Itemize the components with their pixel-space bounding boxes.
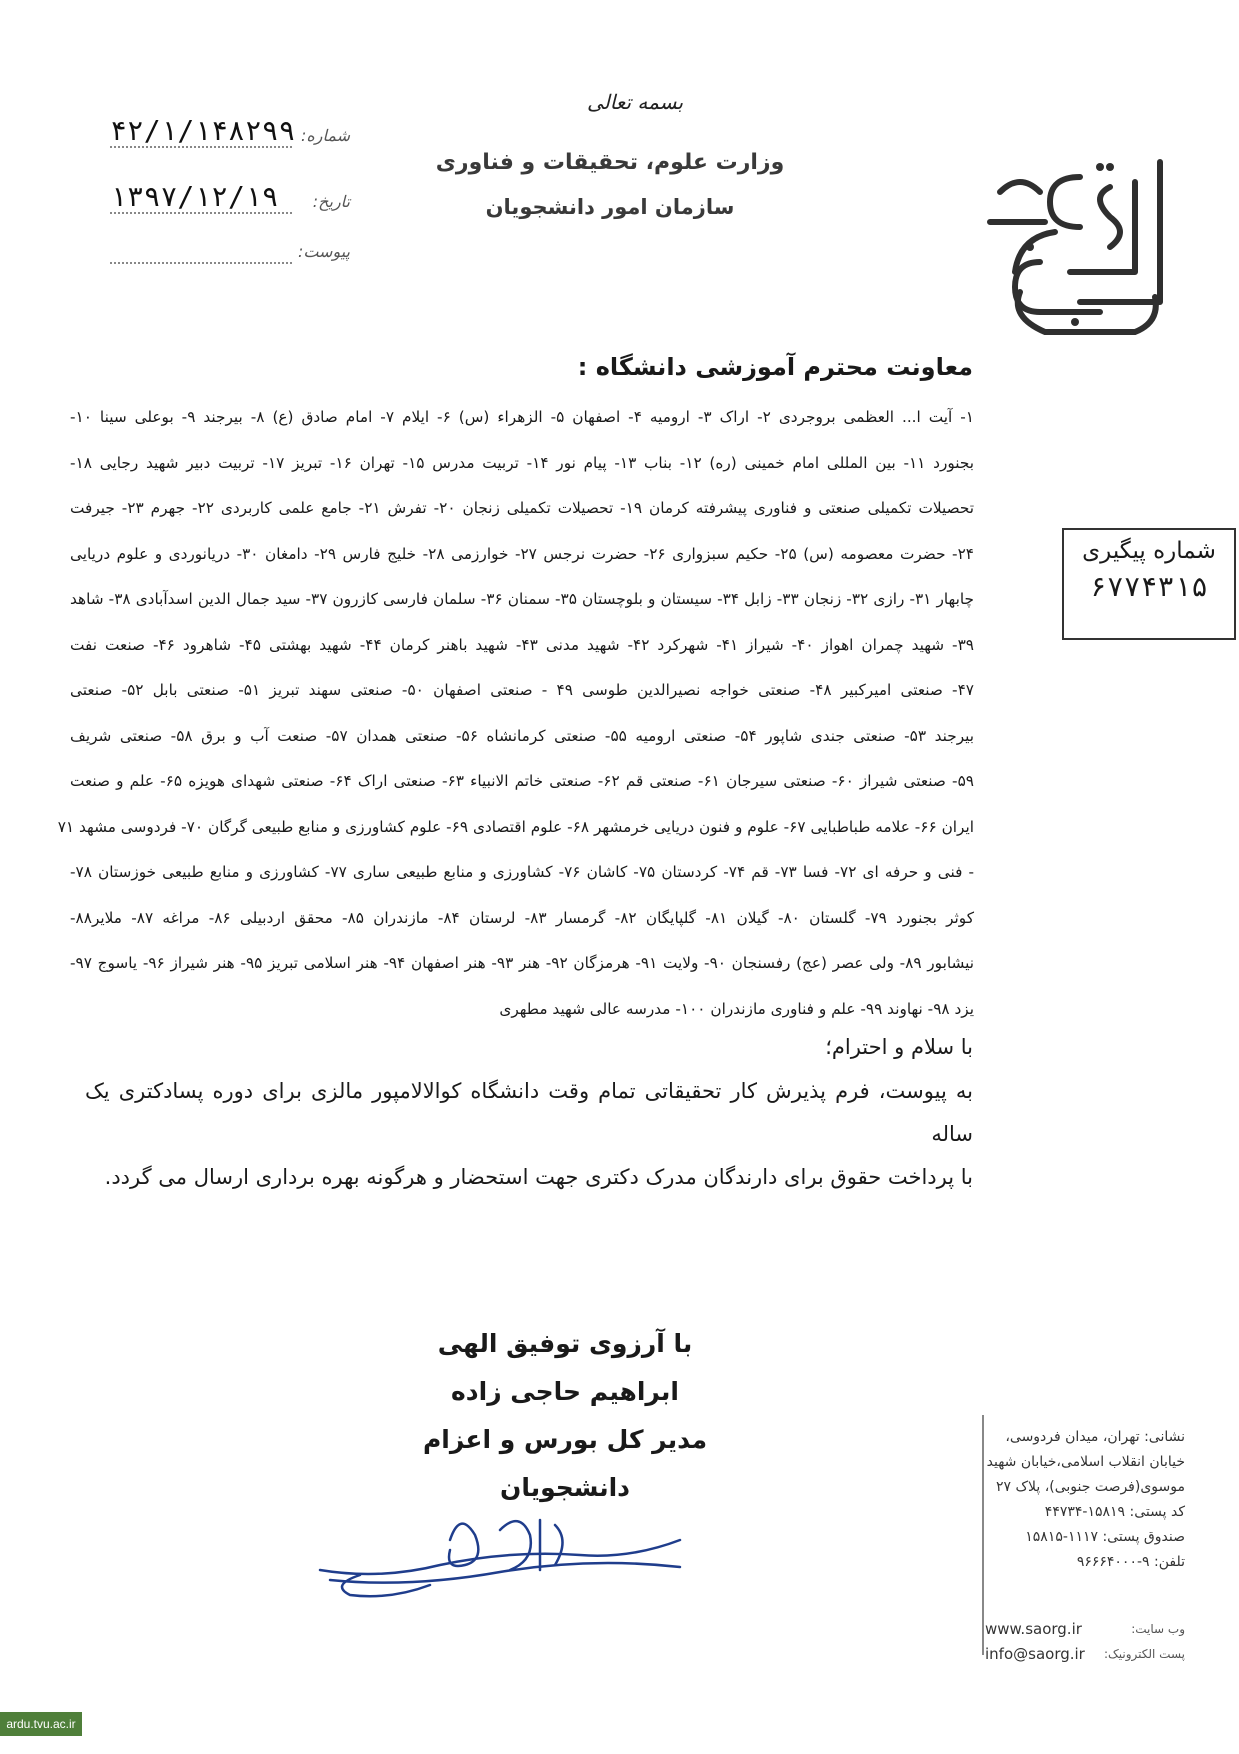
website-label: وب سایت: bbox=[1131, 1622, 1185, 1636]
university-list-line: ۵۹- صنعتی شیراز ۶۰- صنعتی سیرجان ۶۱- صنعتی قم ۶۲- صنعتی خاتم الانبیاء ۶۳- صنعتی اراک ۶۴- صنعتی شهدای هویزه ۶۵- علم و صنعت bbox=[70, 772, 974, 790]
university-list-line: بیرجند ۵۳- صنعتی جندی شاپور ۵۴- صنعتی ارومیه ۵۵- صنعتی کرمانشاه ۵۶- صنعتی همدان ۵۷- صنعت آب و برق ۵۸- صنعتی شریف bbox=[70, 726, 975, 745]
email-label: پست الکترونیک: bbox=[1103, 1647, 1185, 1661]
closing-block bbox=[400, 1320, 730, 1512]
address-line: صندوق پستی: ۱۱۱۷-۱۵۸۱۵ bbox=[1025, 1529, 1185, 1545]
address-line: تلفن: ۹-۹۶۶۶۴۰۰۰ bbox=[1076, 1554, 1185, 1570]
basmala: بسمه تعالی bbox=[586, 90, 684, 114]
number-label: شماره: bbox=[300, 126, 350, 145]
attachment-dots bbox=[110, 262, 292, 264]
letter-body-line: به پیوست، فرم پذیرش کار تحقیقاتی تمام وقت دانشگاه کوالالامپور مالزی برای دوره پسادکتری یک ساله bbox=[85, 1079, 973, 1146]
greeting: با سلام و احترام؛ bbox=[825, 1035, 973, 1059]
footer-divider bbox=[982, 1415, 984, 1655]
date-label: تاریخ: bbox=[312, 192, 350, 211]
address-line: کد پستی: ۱۵۸۱۹-۴۴۷۳۴ bbox=[1044, 1504, 1185, 1520]
letter-number-row bbox=[110, 114, 350, 154]
handwritten-signature bbox=[300, 1500, 720, 1610]
organization-name: سازمان امور دانشجویان bbox=[485, 195, 735, 219]
university-list-line: ۴۷- صنعتی امیرکبیر ۴۸- صنعتی خواجه نصیرالدین طوسی ۴۹ - صنعتی اصفهان ۵۰- صنعتی سهند تبریز ۵۱- صنعتی بابل ۵۲- صنعتی bbox=[70, 681, 974, 699]
letter-body bbox=[85, 1070, 973, 1199]
tracking-number-box bbox=[1062, 528, 1236, 640]
address-line: خیابان انقلاب اسلامی،خیابان شهید bbox=[986, 1454, 1185, 1470]
tracking-number: ۶۷۷۴۳۱۵ bbox=[1089, 570, 1208, 603]
salutation: معاونت محترم آموزشی دانشگاه : bbox=[577, 353, 973, 381]
university-list-line: کوثر بجنورد ۷۹- گلستان ۸۰- گیلان ۸۱- گلپایگان ۸۲- گرمسار ۸۳- لرستان ۸۴- مازندران ۸۵- محقق اردبیلی ۸۶- مراغه ۸۷- ملایر۸۸- bbox=[70, 908, 974, 927]
address-line: نشانی: تهران، میدان فردوسی، bbox=[1005, 1429, 1185, 1445]
university-list-line: نیشابور ۸۹- ولی عصر (عج) رفسنجان ۹۰- ولایت ۹۱- هرمزگان ۹۲- هنر ۹۳- هنر اصفهان ۹۴- هنر اسلامی تبریز ۹۵- هنر شیراز ۹۶- یاسوج ۹۷- bbox=[70, 954, 975, 972]
university-list-line: ایران ۶۶- علامه طباطبایی ۶۷- علوم و فنون دریایی خرمشهر ۶۸- علوم اقتصادی ۶۹- علوم کشاورزی و منابع طبیعی گرگان ۷۰- فردوسی مشهد ۷۱ bbox=[57, 817, 974, 836]
website-link[interactable]: www.saorg.ir bbox=[985, 1620, 1082, 1638]
letter-date: ۱۳۹۷/۱۲/۱۹ bbox=[110, 180, 279, 213]
university-list bbox=[57, 395, 975, 1032]
footer-address bbox=[985, 1425, 1185, 1575]
attachment-label: پیوست: bbox=[297, 242, 350, 261]
closing-phrase: با آرزوی توفیق الهی bbox=[437, 1329, 693, 1358]
ministry-name: وزارت علوم، تحقیقات و فناوری bbox=[435, 150, 785, 175]
university-list-line: یزد ۹۸- نهاوند ۹۹- علم و فناوری مازندران ۱۰۰- مدرسه عالی شهید مطهری bbox=[499, 999, 974, 1018]
university-list-line: ۲۴- حضرت معصومه (س) ۲۵- حکیم سبزواری ۲۶- حضرت نرجس ۲۷- خوارزمی ۲۸- خلیج فارس ۲۹- دامغان ۳۰- دریانوردی و علوم دریایی bbox=[70, 544, 974, 563]
university-list-line: چابهار ۳۱- رازی ۳۲- زنجان ۳۳- زابل ۳۴- سیستان و بلوچستان ۳۵- سمنان ۳۶- سلمان فارسی کازرون ۳۷- سید جمال الدین اسدآبادی ۳۸- شاهد bbox=[70, 590, 974, 608]
address-line: موسوی(فرصت جنوبی)، پلاک ۲۷ bbox=[995, 1479, 1185, 1495]
university-list-line: ۱- آیت ا... العظمی بروجردی ۲- اراک ۳- ارومیه ۴- اصفهان ۵- الزهراء (س) ۶- ایلام ۷- امام صادق (ع) ۸- بیرجند ۹- بوعلی سینا ۱۰- bbox=[70, 408, 974, 426]
attachment-row bbox=[110, 236, 350, 270]
signer-title: مدیر کل بورس و اعزام دانشجویان bbox=[422, 1425, 708, 1502]
signer-name: ابراهیم حاجی زاده bbox=[451, 1377, 679, 1406]
university-list-line: ۳۹- شهید چمران اهواز ۴۰- شیراز ۴۱- شهرکرد ۴۲- شهید مدنی ۴۳- شهید باهنر کرمان ۴۴- شهید بهشتی ۴۵- شاهرود ۴۶- صنعت نفت bbox=[70, 635, 974, 654]
university-list-line: بجنورد ۱۱- بین المللی امام خمینی (ره) ۱۲- بناب ۱۳- پیام نور ۱۴- تربیت مدرس ۱۵- تهران ۱۶- تبریز ۱۷- تربیت دبیر شهید رجایی ۱۸- bbox=[70, 453, 974, 472]
letter-body-line: با پرداخت حقوق برای دارندگان مدرک دکتری جهت استحضار و هرگونه بهره برداری ارسال می گردد. bbox=[104, 1165, 973, 1189]
university-list-line: - فنی و حرفه ای ۷۲- فسا ۷۳- قم ۷۴- کردستان ۷۵- کاشان ۷۶- کشاورزی و منابع طبیعی ساری ۷۷- کشاورزی و منابع طبیعی خوزستان ۷۸- bbox=[70, 863, 974, 881]
organization-calligraphy-logo bbox=[960, 152, 1190, 342]
email-link[interactable]: info@saorg.ir bbox=[985, 1645, 1085, 1663]
letter-date-row bbox=[110, 180, 350, 220]
source-watermark: ardu.tvu.ac.ir bbox=[0, 1712, 82, 1736]
university-list-line: تحصیلات تکمیلی صنعتی و فناوری پیشرفته کرمان ۱۹- تحصیلات تکمیلی زنجان ۲۰- تفرش ۲۱- جامع علمی کاربردی ۲۲- جهرم ۲۳- جیرفت bbox=[70, 499, 975, 517]
footer-contact bbox=[985, 1617, 1185, 1667]
tracking-label: شماره پیگیری bbox=[1082, 538, 1216, 564]
letter-number: ۴۲/۱/۱۴۸۲۹۹ bbox=[110, 114, 296, 147]
